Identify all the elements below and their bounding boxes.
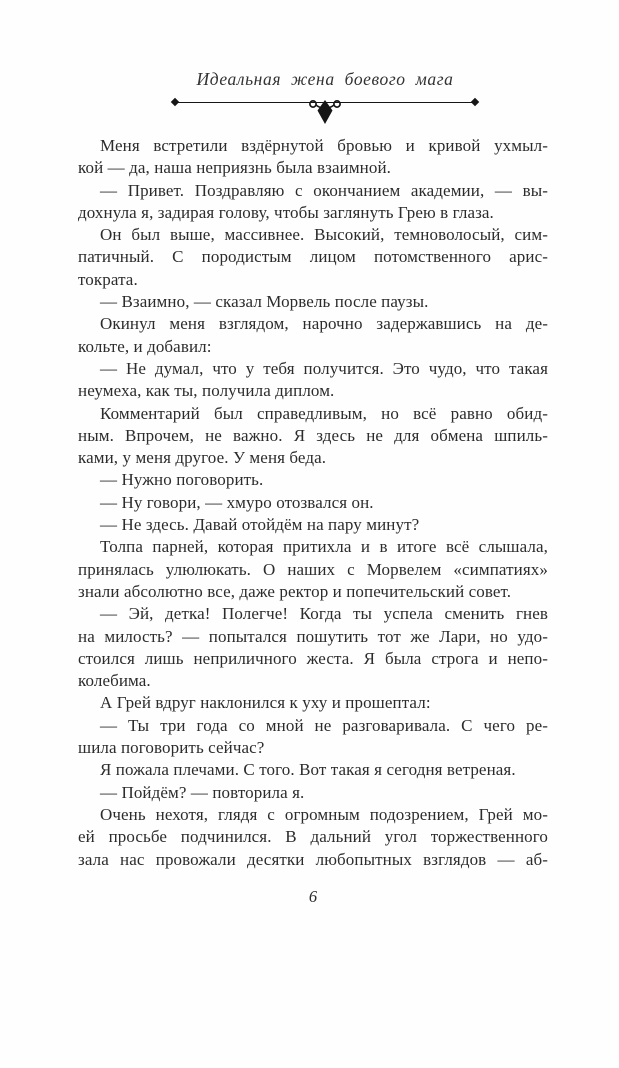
text-line: Очень нехотя, глядя с огромным подозрением, Грей мо- bbox=[100, 804, 548, 824]
text-line: тократа. bbox=[78, 269, 138, 289]
text-line: Я пожала плечами. С того. Вот такая я сегодня ветреная. bbox=[100, 760, 516, 780]
page-text bbox=[78, 135, 548, 871]
text-line: стоился лишь неприличного жеста. Я была строга и непо- bbox=[78, 648, 548, 668]
text-line: — Не здесь. Давай отойдём на пару минут? bbox=[100, 515, 420, 535]
text-line: знали абсолютно все, даже ректор и попечительский совет. bbox=[78, 581, 512, 601]
text-line: — Пойдём? — повторила я. bbox=[100, 782, 305, 802]
running-head bbox=[90, 68, 560, 103]
text-line: кольте, и добавил: bbox=[78, 336, 212, 356]
text-line: ным. Впрочем, не важно. Я здесь не для обмена шпиль- bbox=[78, 425, 548, 445]
text-line: неумеха, как ты, получила диплом. bbox=[78, 381, 335, 401]
text-line: ками, у меня другое. У меня беда. bbox=[78, 448, 327, 468]
text-line: Он был выше, массивнее. Высокий, темноволосый, сим- bbox=[100, 225, 548, 245]
text-line: ей просьбе подчинился. В дальний угол торжественного bbox=[78, 827, 548, 847]
text-line: — Эй, детка! Полегче! Когда ты успела сменить гнев bbox=[100, 604, 548, 624]
text-line: — Нужно поговорить. bbox=[100, 470, 264, 490]
text-line: — Ну говори, — хмуро отозвался он. bbox=[100, 492, 374, 512]
text-line: — Взаимно, — сказал Морвель после паузы. bbox=[100, 292, 429, 312]
text-line: зала нас провожали десятки любопытных взглядов — аб- bbox=[78, 849, 548, 869]
page-number: 6 bbox=[308, 886, 318, 906]
text-line: колебима. bbox=[78, 671, 151, 691]
text-line: — Привет. Поздравляю с окончанием академии, — вы- bbox=[100, 180, 548, 200]
ornament-rule bbox=[175, 102, 475, 103]
text-line: на милость? — попытался пошутить тот же Лари, но удо- bbox=[78, 626, 548, 646]
text-line: Меня встретили вздёрнутой бровью и кривой ухмыл- bbox=[100, 136, 548, 155]
text-line: патичный. С породистым лицом потомственного арис- bbox=[78, 247, 548, 267]
diamond-icon bbox=[471, 97, 479, 105]
text-line: Окинул меня взглядом, нарочно задержавшись на де- bbox=[100, 314, 548, 334]
text-line: Толпа парней, которая притихла и в итоге всё слышала, bbox=[100, 537, 548, 557]
book-page bbox=[0, 68, 619, 1068]
text-line: дохнула я, задирая голову, чтобы заглянуть Грею в глаза. bbox=[78, 202, 494, 222]
book-title: Идеальная жена боевого мага bbox=[196, 69, 454, 89]
text-line: Комментарий был справедливым, но всё равно обид- bbox=[100, 403, 548, 423]
text-line: кой — да, наша неприязнь была взаимной. bbox=[78, 158, 392, 178]
diamond-icon bbox=[171, 97, 179, 105]
text-line: А Грей вдруг наклонился к уху и прошептал: bbox=[100, 693, 431, 713]
text-line: — Ты три года со мной не разговаривала. С чего ре- bbox=[100, 715, 548, 735]
text-line: шила поговорить сейчас? bbox=[78, 738, 265, 758]
text-line: — Не думал, что у тебя получится. Это чудо, что такая bbox=[100, 358, 548, 378]
fleuron-icon bbox=[304, 96, 346, 126]
text-line: принялась улюлюкать. О наших с Морвелем «симпатиях» bbox=[78, 559, 548, 579]
